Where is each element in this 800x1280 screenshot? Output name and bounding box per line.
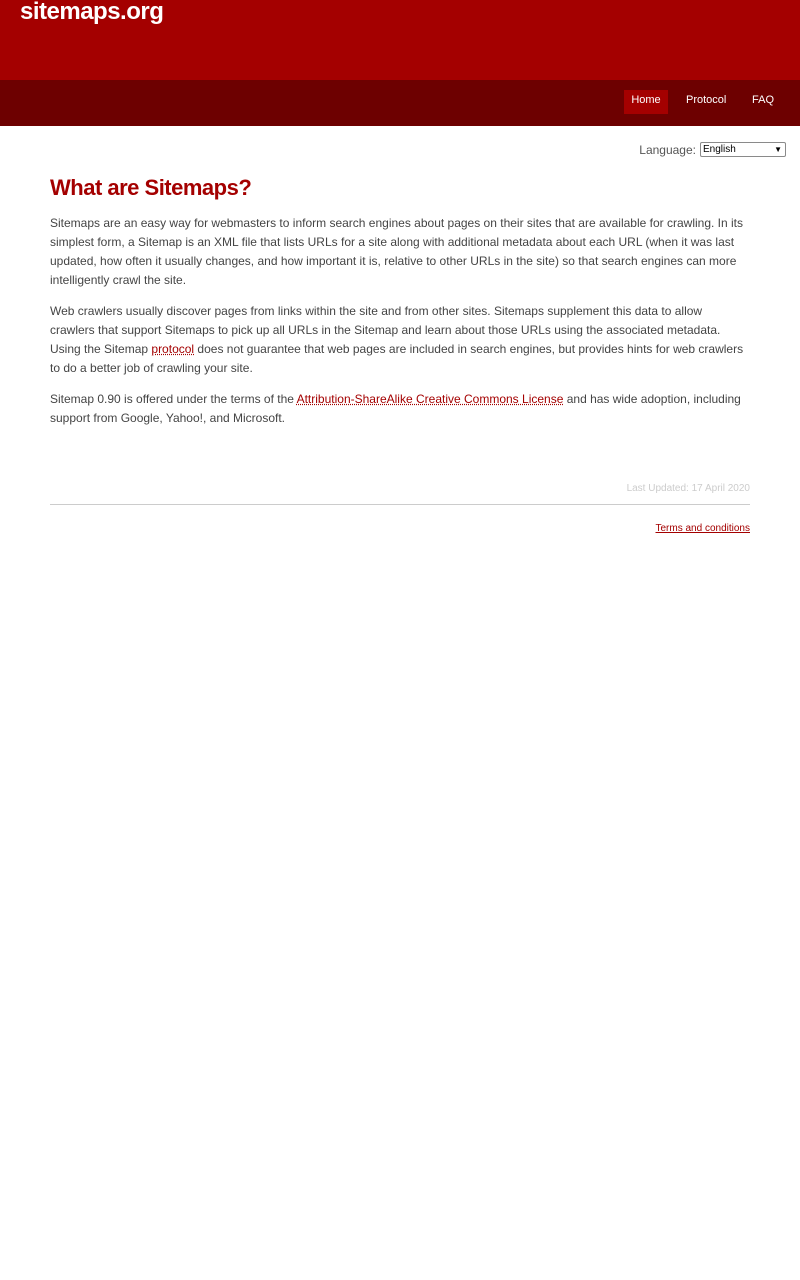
crawlers-paragraph	[50, 302, 750, 378]
main-content	[50, 172, 750, 428]
language-selector	[639, 142, 786, 157]
license-link[interactable]: Attribution-ShareAlike Creative Commons License	[296, 392, 564, 406]
language-select[interactable]	[700, 142, 786, 157]
main-nav	[0, 80, 800, 126]
license-paragraph	[50, 390, 750, 428]
language-selected-value: English	[703, 144, 736, 155]
nav-faq[interactable]: FAQ	[752, 94, 775, 106]
chevron-down-icon: ▼	[774, 145, 782, 154]
protocol-link[interactable]: protocol	[151, 342, 195, 356]
terms-link[interactable]: Terms and conditions	[655, 523, 750, 534]
nav-home[interactable]: Home	[624, 90, 668, 114]
nav-protocol[interactable]: Protocol	[686, 94, 727, 106]
last-updated: Last Updated: 17 April 2020	[626, 483, 750, 494]
crawlers-text-start: Web crawlers usually discover pages from links within the site and from other sites. Sitemaps supplement this data to allow crawlers that support Sitemaps to pick up all URLs in the Sitemap and learn about those URLs using the associated metadata. Using the Sitemap	[50, 304, 721, 356]
language-label: Language:	[639, 142, 696, 157]
page-title: What are Sitemaps?	[50, 175, 252, 200]
intro-paragraph: Sitemaps are an easy way for webmasters to inform search engines about pages on their sites that are available for crawling. In its simplest form, a Sitemap is an XML file that lists URLs for a site along with additional metadata about each URL (when it was last updated, how often it usually changes, and how important it is, relative to other URLs in the site) so that search engines can more intelligently crawl the site.	[50, 216, 744, 287]
license-text-start: Sitemap 0.90 is offered under the terms of the	[50, 392, 297, 406]
crawlers-text-end: does not guarantee that web pages are included in search engines, but provides hints for web crawlers to do a better job of crawling your site.	[50, 342, 744, 375]
site-title-link[interactable]: sitemaps.org	[20, 0, 164, 25]
license-text-end: and has wide adoption, including support from Google, Yahoo!, and Microsoft.	[50, 392, 741, 425]
site-header	[0, 0, 800, 80]
footer-divider	[50, 504, 750, 505]
